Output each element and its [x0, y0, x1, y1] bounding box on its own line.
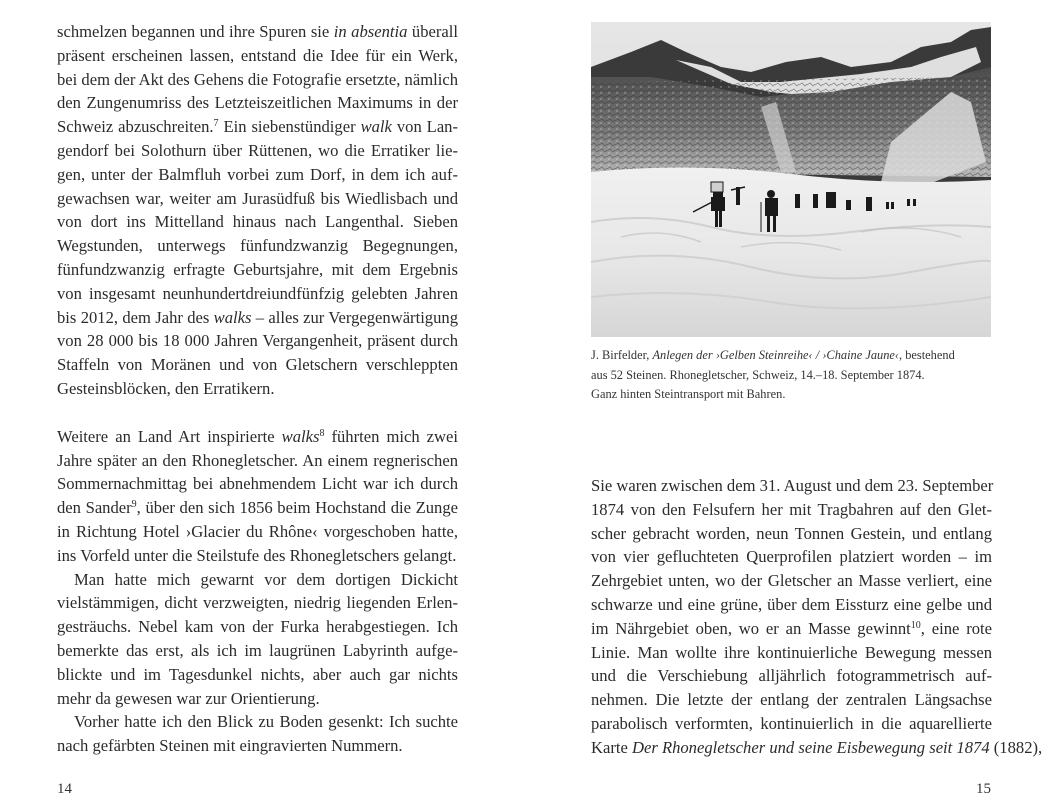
- text-line: [591, 385, 991, 405]
- text-run: nehmen. Die letzte der entlang der zentralen Längsachse: [591, 690, 992, 710]
- text-run: den Zungenumriss des Letzteiszeitlichen Maximums in der: [57, 93, 458, 113]
- text-run: und die Verschiebung alljährlich fotogrammetrisch auf-: [591, 666, 992, 686]
- italic-text: Anlegen der ›Gelben Steinreihe‹ / ›Chaine Jaune‹: [652, 348, 900, 362]
- text-run: gen, unter der Balmfluh vorbei zum Dorf, in dem ich auf-: [57, 164, 458, 184]
- text-run: Schweiz abzuschreiten.: [57, 117, 214, 137]
- italic-text: walks: [213, 307, 252, 327]
- paragraph-gap: [57, 401, 458, 425]
- italic-text: in absentia: [333, 22, 408, 41]
- left-page-text: [57, 20, 458, 758]
- text-run: 1874 von den Felsufern her mit Tragbahren auf den Glet-: [591, 499, 992, 519]
- text-line: [57, 615, 458, 639]
- text-line: [57, 163, 458, 187]
- footnote-reference[interactable]: 10: [910, 619, 921, 631]
- text-line: [591, 522, 992, 546]
- text-run: Sie waren zwischen dem 31. August und dem 23. September: [591, 476, 994, 495]
- text-line: [57, 306, 458, 330]
- text-run: (1882),: [989, 737, 1043, 757]
- text-line: [57, 329, 458, 353]
- text-line: [57, 687, 458, 711]
- text-line: [57, 734, 458, 758]
- text-line: [591, 664, 992, 688]
- text-run: von vier gefluchteten Querprofilen platziert worden – im: [591, 547, 992, 567]
- text-run: scher gebracht worden, neun Tonnen Gestein, und entlang: [591, 523, 992, 543]
- text-run: Gesteinsblöcken, den Erratikern.: [57, 378, 275, 398]
- text-run: von Lan-: [391, 117, 459, 137]
- text-line: [591, 641, 992, 665]
- text-run: den Sander: [57, 498, 132, 518]
- text-line: [57, 472, 458, 496]
- text-line: [57, 68, 458, 92]
- text-line: [57, 449, 458, 473]
- text-line: [57, 258, 458, 282]
- text-line: [57, 663, 458, 687]
- photo-illustration: [591, 22, 991, 337]
- paragraph: [57, 425, 458, 568]
- text-run: in Richtung Hotel ›Glacier du Rhône‹ vorgeschoben hatte,: [57, 521, 458, 541]
- text-run: – alles zur Vergegenwärtigung: [251, 307, 458, 327]
- text-line: [57, 20, 458, 44]
- page-number-left: 14: [57, 781, 72, 797]
- text-run: , bestehend: [899, 348, 955, 362]
- text-line: [57, 353, 458, 377]
- paragraph: [591, 474, 1043, 760]
- text-run: ins Vorfeld unter die Steilstufe des Rhonegletschers gelangt.: [57, 545, 457, 565]
- text-run: im Nährgebiet oben, wo er an Masse gewinnt: [591, 618, 911, 638]
- text-run: Zehrgebiet unten, wo der Gletscher an Masse verliert, eine: [591, 571, 992, 591]
- text-line: [57, 210, 458, 234]
- glacier-photograph: [591, 22, 991, 337]
- text-line: [57, 187, 458, 211]
- text-run: Staffeln von Moränen und von Gletschern verschleppten: [57, 355, 458, 375]
- text-run: parabolisch verformten, kontinuierlich in die aquarellierte: [591, 713, 992, 733]
- text-run: bei dem der Akt des Gehens die Fotografie ersetzte, nämlich: [57, 69, 458, 89]
- paragraph: [57, 568, 458, 711]
- text-run: fünfundzwanzig erfragte Geburtsjahre, mit dem Ergebnis: [57, 259, 458, 279]
- text-run: gewachsen war, weiter am Jurasüdfuß bis Wiedlisbach und: [57, 188, 458, 208]
- text-line: [591, 366, 991, 386]
- text-run: Man hatte mich gewarnt vor dem dortigen Dickicht: [74, 569, 458, 589]
- right-page-text: [591, 474, 1043, 760]
- footnote-reference[interactable]: 7: [213, 118, 219, 130]
- text-run: schmelzen begannen und ihre Spuren sie: [57, 22, 334, 41]
- text-run: Ganz hinten Steintransport mit Bahren.: [591, 387, 786, 401]
- text-line: [57, 44, 458, 68]
- right-page: [532, 0, 1064, 807]
- text-line: [57, 377, 458, 401]
- text-run: , über den sich 1856 beim Hochstand die Zunge: [136, 498, 459, 518]
- text-line: [591, 346, 991, 366]
- text-run: Ein siebenstündiger: [218, 117, 361, 137]
- text-run: blickte und im Tagesdunkel nichts, aber auch gar nichts: [57, 664, 458, 684]
- text-line: [57, 115, 458, 139]
- text-run: Jahre später an den Rhonegletscher. An einem regnerischen: [57, 450, 458, 470]
- text-line: [591, 545, 992, 569]
- text-run: Linie. Man wollte ihre kontinuierliche Bewegung messen: [591, 642, 992, 662]
- page-number-right: 15: [976, 781, 991, 797]
- text-line: [57, 139, 458, 163]
- text-run: Vorher hatte ich den Blick zu Boden gesenkt: Ich suchte: [74, 712, 458, 732]
- text-line: [591, 712, 992, 736]
- text-run: bis 2012, dem Jahr des: [57, 307, 214, 327]
- text-run: Wegstunden, unterwegs fünfundzwanzig Begegnungen,: [57, 236, 458, 256]
- italic-text: Der Rhonegletscher und seine Eisbewegung seit 1874: [632, 737, 990, 757]
- text-line: [57, 425, 458, 449]
- text-run: nach gefärbten Steinen mit eingravierten Nummern.: [57, 736, 403, 756]
- text-run: von insgesamt neunhundertdreiundfünfzig gelebten Jahren: [57, 283, 458, 303]
- footnote-reference[interactable]: 9: [131, 499, 137, 511]
- text-run: , eine rote: [920, 618, 992, 638]
- text-run: gendorf bei Solothurn über Rüttenen, wo die Erratiker lie-: [57, 140, 458, 160]
- text-run: von dort ins Mittelland hinaus nach Langenthal. Sieben: [57, 212, 458, 232]
- text-line: [57, 496, 458, 520]
- text-run: vielstämmigen, dicht verzweigten, niedrig liegenden Erlen-: [57, 593, 458, 613]
- text-line: [591, 688, 992, 712]
- text-run: überall: [407, 22, 458, 41]
- text-line: [591, 474, 992, 498]
- text-line: [57, 282, 458, 306]
- text-run: gesträuchs. Nebel kam von der Furka herabgestiegen. Ich: [57, 617, 458, 637]
- text-run: aus 52 Steinen. Rhonegletscher, Schweiz, 14.–18. September 1874.: [591, 367, 925, 382]
- text-run: bemerkte das erst, als ich im laugrünen Labyrinth aufge-: [57, 640, 458, 660]
- text-run: präsent erscheinen lassen, entstand die Idee für ein Werk,: [57, 45, 458, 65]
- text-line: [591, 736, 1043, 760]
- paragraph: [57, 20, 458, 401]
- italic-text: walks: [281, 426, 320, 446]
- text-line: [591, 569, 992, 593]
- text-run: Karte: [591, 737, 632, 757]
- text-line: [57, 639, 458, 663]
- text-line: [591, 593, 992, 617]
- paragraph: [57, 710, 458, 758]
- text-run: J. Birfelder,: [591, 348, 653, 362]
- text-line: [57, 544, 458, 568]
- text-line: [591, 498, 992, 522]
- text-line: [57, 91, 458, 115]
- text-run: führten mich zwei: [324, 426, 458, 446]
- text-run: mehr da gewesen war zur Orientierung.: [57, 688, 320, 708]
- text-run: schwarze und eine grüne, über dem Eissturz eine gelbe und: [591, 594, 992, 614]
- text-run: Weitere an Land Art inspirierte: [57, 426, 282, 446]
- text-run: Sommernachmittag bei abnehmendem Licht war ich durch: [57, 474, 458, 494]
- text-line: [57, 234, 458, 258]
- text-line: [57, 591, 458, 615]
- italic-text: walk: [360, 117, 392, 137]
- text-line: [591, 617, 992, 641]
- text-line: [57, 568, 458, 592]
- text-run: von 28 000 bis 18 000 Jahren Vergangenheit, präsent durch: [57, 331, 458, 351]
- text-line: [57, 710, 458, 734]
- text-line: [57, 520, 458, 544]
- footnote-reference[interactable]: 8: [319, 427, 325, 439]
- figure-caption: [591, 346, 991, 405]
